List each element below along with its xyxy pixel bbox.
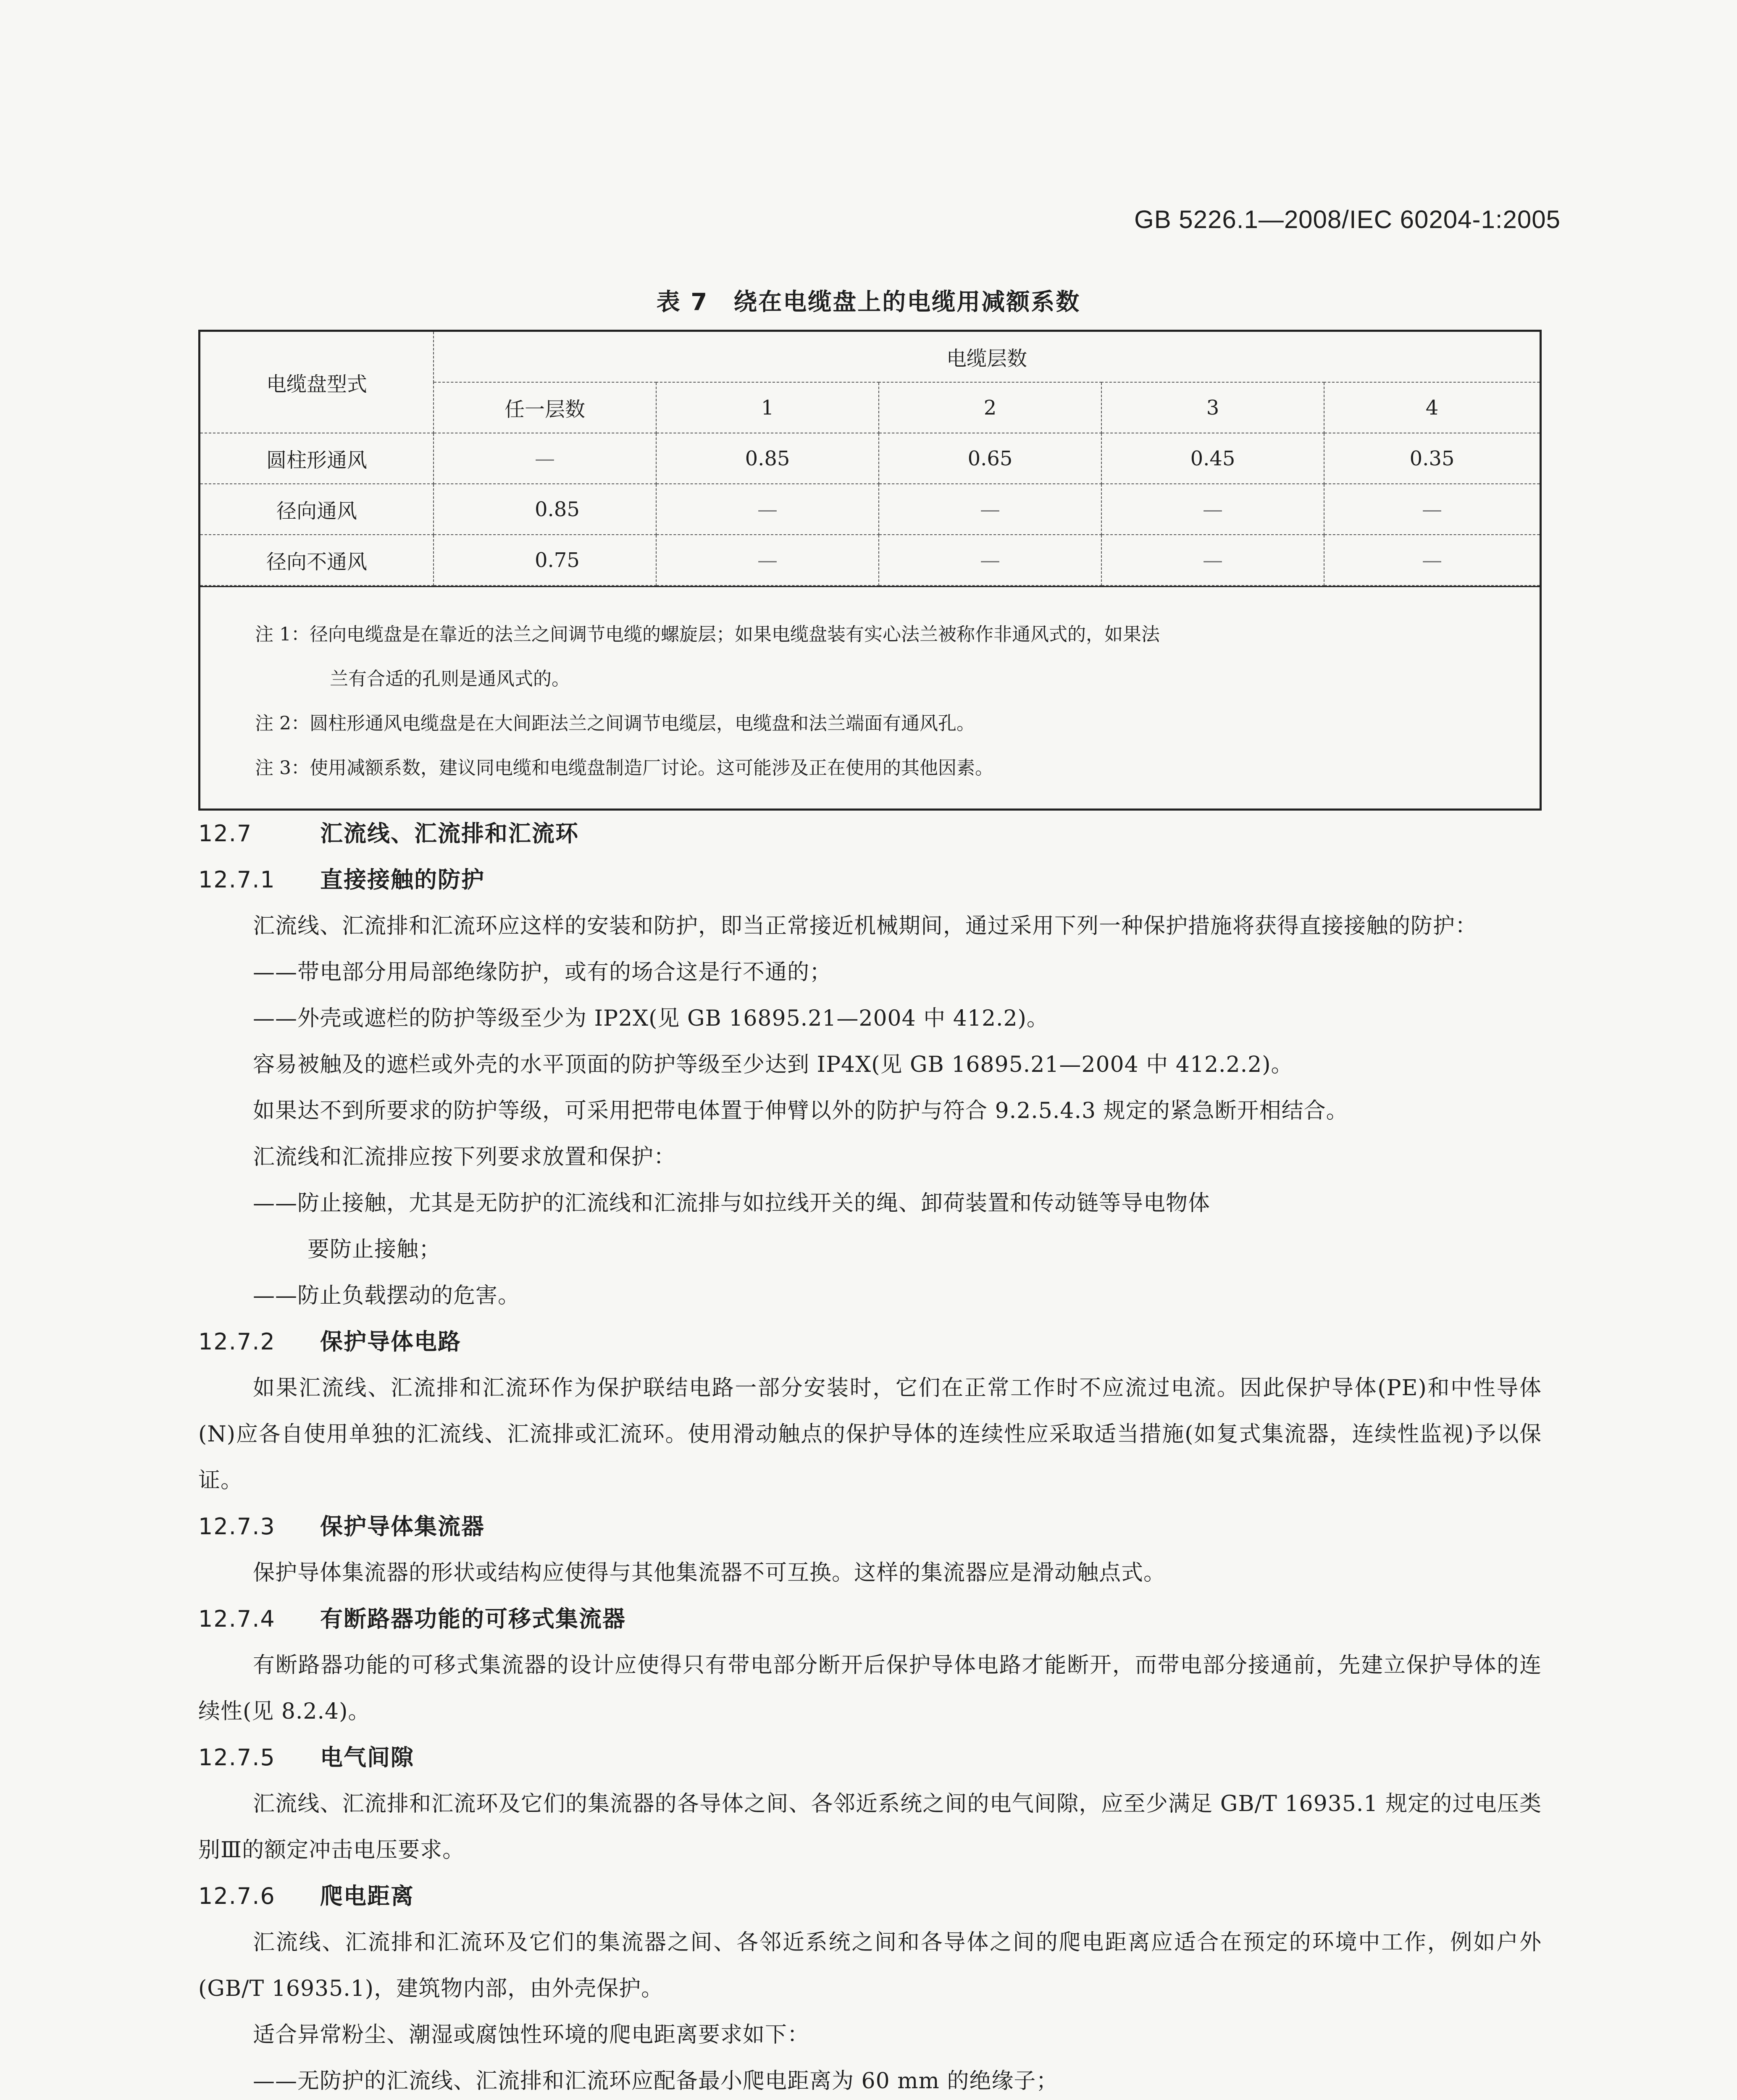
value-cell: — bbox=[656, 484, 879, 535]
derating-table-grid bbox=[200, 332, 1540, 586]
section-number: 12.7.6 bbox=[198, 1883, 276, 1909]
table-note: 注 3：使用减额系数，建议同电缆和电缆盘制造厂讨论。这可能涉及正在使用的其他因素。 bbox=[255, 757, 993, 779]
paragraph: 汇流线、汇流排和汇流环应这样的安装和防护，即当正常接近机械期间，通过采用下列一种保护措施将获得直接接触的防护： bbox=[253, 914, 1478, 939]
paragraph: 如果达不到所要求的防护等级，可采用把带电体置于伸臂以外的防护与符合 9.2.5.4.3 规定的紧急断开相结合。 bbox=[253, 1098, 1348, 1124]
dash-list-item: ——带电部分用局部绝缘防护，或有的场合这是行不通的； bbox=[253, 960, 832, 985]
paragraph: 汇流线、汇流排和汇流环及它们的集流器的各导体之间、各邻近系统之间的电气间隙，应至少满足 GB/T 16935.1 规定的过电压类别Ⅲ的额定冲击电压要求。 bbox=[198, 1791, 1542, 1863]
section-title: 汇流线、汇流排和汇流环 bbox=[320, 820, 579, 847]
value-cell: — bbox=[1324, 484, 1540, 535]
row-type-cell: 径向通风 bbox=[200, 484, 434, 535]
paragraph: 保护导体集流器的形状或结构应使得与其他集流器不可互换。这样的集流器应是滑动触点式。 bbox=[253, 1560, 1166, 1586]
paragraph: 如果汇流线、汇流排和汇流环作为保护联结电路一部分安装时，它们在正常工作时不应流过电流。因此保护导体(PE)和中性导体(N)应各自使用单独的汇流线、汇流排或汇流环。使用滑动触点的保护导体的连续性应采取适当措施(如复式集流器，连续性监视)予以保证。 bbox=[198, 1376, 1542, 1493]
derating-table bbox=[198, 330, 1542, 811]
value-cell: — bbox=[879, 535, 1101, 585]
dash-list-item: ——无防护的汇流线、汇流排和汇流环应配备最小爬电距离为 60 mm 的绝缘子； bbox=[253, 2068, 1059, 2094]
value-cell: 0.85 bbox=[434, 484, 656, 535]
section-heading bbox=[198, 1735, 1542, 1781]
paragraph: 汇流线、汇流排和汇流环及它们的集流器之间、各邻近系统之间和各导体之间的爬电距离应适合在预定的环境中工作，例如户外(GB/T 16935.1)，建筑物内部，由外壳保护。 bbox=[198, 1930, 1542, 2001]
paragraph: 适合异常粉尘、潮湿或腐蚀性环境的爬电距离要求如下： bbox=[253, 2022, 810, 2048]
table-note: 注 1：径向电缆盘是在靠近的法兰之间调节电缆的螺旋层；如果电缆盘装有实心法兰被称作非通风式的，如果法 bbox=[255, 624, 1160, 645]
header-cell-layer: 1 bbox=[656, 382, 879, 433]
paragraph: 汇流线和汇流排应按下列要求放置和保护： bbox=[253, 1144, 676, 1170]
section-title: 直接接触的防护 bbox=[320, 866, 485, 893]
section-title: 保护导体电路 bbox=[320, 1328, 461, 1355]
table-title bbox=[0, 284, 1737, 317]
table-number: 表 7 bbox=[656, 289, 709, 316]
section-number: 12.7.4 bbox=[198, 1606, 276, 1632]
standard-code: GB 5226.1—2008/IEC 60204-1:2005 bbox=[1134, 205, 1561, 234]
value-cell: — bbox=[1324, 535, 1540, 585]
table-note: 注 2：圆柱形通风电缆盘是在大间距法兰之间调节电缆层，电缆盘和法兰端面有通风孔。 bbox=[255, 713, 975, 734]
header-cell-layer: 任一层数 bbox=[434, 382, 656, 433]
table-row bbox=[200, 535, 1540, 585]
table-row bbox=[200, 433, 1540, 484]
value-cell: — bbox=[434, 433, 656, 484]
paragraph: 容易被触及的遮栏或外壳的水平顶面的防护等级至少达到 IP4X(见 GB 16895.21—2004 中 412.2.2)。 bbox=[253, 1052, 1293, 1077]
value-cell: 0.35 bbox=[1324, 433, 1540, 484]
section-number: 12.7.1 bbox=[198, 866, 276, 893]
value-cell: — bbox=[1101, 484, 1324, 535]
value-cell: — bbox=[656, 535, 879, 585]
section-heading bbox=[198, 1596, 1542, 1642]
paragraph: 有断路器功能的可移式集流器的设计应使得只有带电部分断开后保护导体电路才能断开，而带电部分接通前，先建立保护导体的连续性(见 8.2.4)。 bbox=[198, 1653, 1542, 1724]
dash-list-item: ——外壳或遮栏的防护等级至少为 IP2X(见 GB 16895.21—2004 中 412.2)。 bbox=[253, 1006, 1049, 1031]
section-heading bbox=[198, 857, 1542, 903]
section-heading bbox=[198, 811, 1542, 857]
section-number: 12.7 bbox=[198, 820, 252, 847]
row-type-cell: 圆柱形通风 bbox=[200, 433, 434, 484]
header-cell-layer: 4 bbox=[1324, 382, 1540, 433]
section-heading bbox=[198, 1873, 1542, 1919]
section-number: 12.7.2 bbox=[198, 1328, 276, 1355]
section-title: 有断路器功能的可移式集流器 bbox=[320, 1606, 626, 1632]
table-title-text: 绕在电缆盘上的电缆用减额系数 bbox=[733, 289, 1081, 316]
value-cell: 0.75 bbox=[434, 535, 656, 585]
header-cell-type: 电缆盘型式 bbox=[200, 332, 434, 433]
value-cell: 0.65 bbox=[879, 433, 1101, 484]
value-cell: — bbox=[1101, 535, 1324, 585]
section-number: 12.7.3 bbox=[198, 1513, 276, 1540]
dash-list-item: ——防止负载摆动的危害。 bbox=[253, 1283, 520, 1308]
section-number: 12.7.5 bbox=[198, 1744, 276, 1771]
dash-list-item: ——防止接触，尤其是无防护的汇流线和汇流排与如拉线开关的绳、卸荷装置和传动链等导电物体 bbox=[253, 1191, 1211, 1216]
row-type-cell: 径向不通风 bbox=[200, 535, 434, 585]
section-title: 保护导体集流器 bbox=[320, 1513, 485, 1540]
value-cell: 0.45 bbox=[1101, 433, 1324, 484]
header-cell-layer: 2 bbox=[879, 382, 1101, 433]
body-text bbox=[198, 811, 1542, 2100]
dash-list-item-continuation: 要防止接触； bbox=[307, 1237, 441, 1262]
header-cell-layer: 3 bbox=[1101, 382, 1324, 433]
value-cell: — bbox=[879, 484, 1101, 535]
table-row bbox=[200, 484, 1540, 535]
table-notes bbox=[200, 586, 1540, 790]
header-cell-layers: 电缆层数 bbox=[434, 332, 1540, 382]
value-cell: 0.85 bbox=[656, 433, 879, 484]
section-heading bbox=[198, 1504, 1542, 1550]
section-title: 电气间隙 bbox=[320, 1744, 414, 1771]
table-note: 兰有合适的孔则是通风式的。 bbox=[330, 668, 570, 690]
section-title: 爬电距离 bbox=[320, 1883, 414, 1909]
section-heading bbox=[198, 1319, 1542, 1365]
